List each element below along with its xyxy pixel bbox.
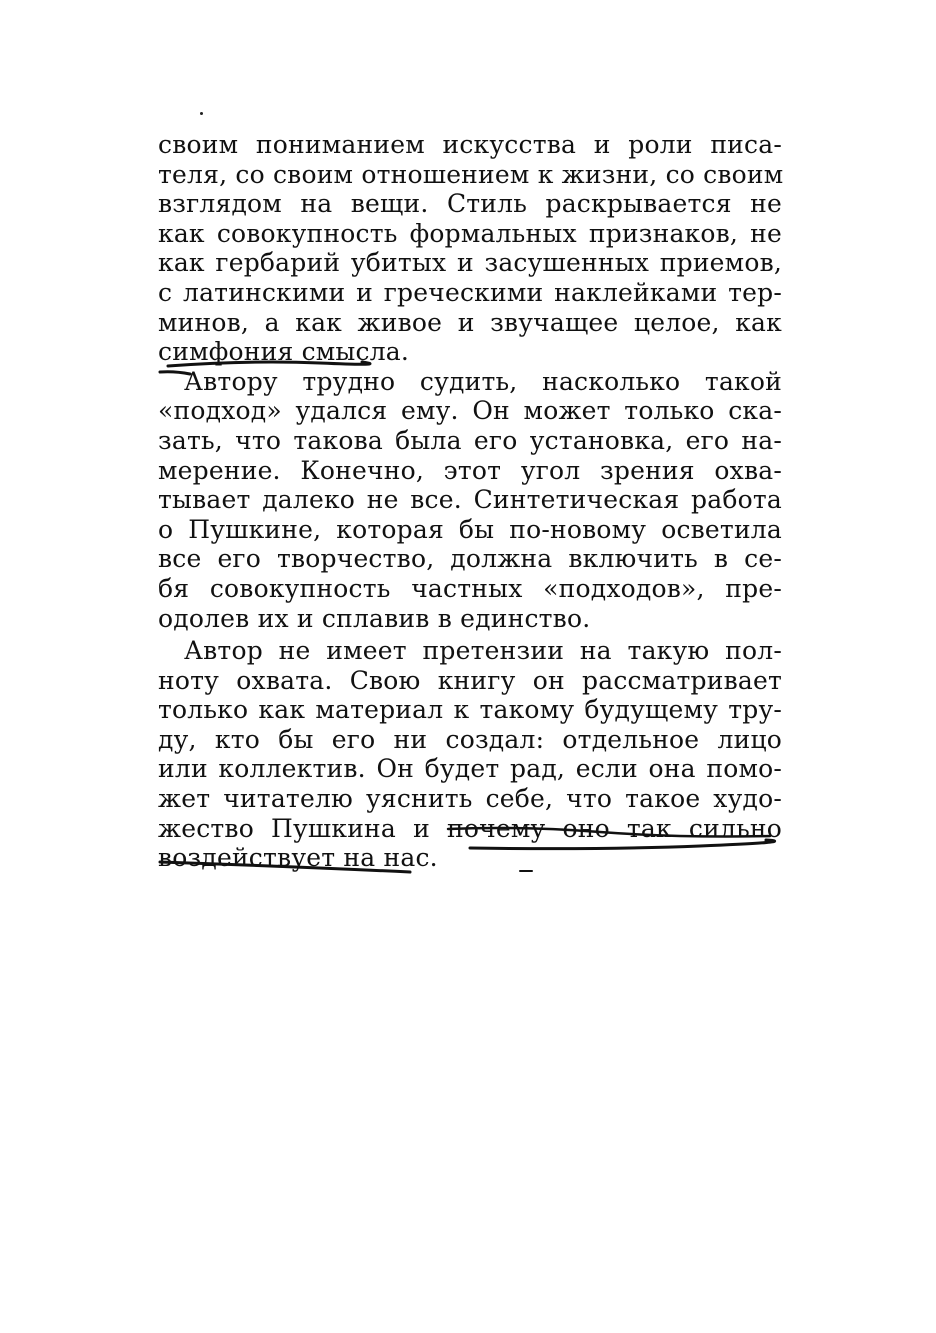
paragraph-3 [158, 636, 782, 873]
text-line: мерение. Конечно, этот угол зрения охва- [158, 455, 782, 485]
text-line: Автор не имеет претензии на такую пол- [184, 636, 782, 666]
ink-speck [200, 112, 203, 115]
text-line: одолев их и сплавив в единство. [158, 603, 591, 633]
text-line: минов, а как живое и звучащее целое, как [158, 307, 782, 337]
text-line: о Пушкине, которая бы по-новому осветила [158, 514, 782, 544]
text-line: как гербарий убитых и засушенных приемов, [158, 248, 782, 278]
text-line: тывает далеко не все. Синтетическая работа [158, 485, 782, 515]
text-line: воздействует на нас. [158, 843, 438, 873]
text-line: «подход» удался ему. Он может только ска- [158, 396, 782, 426]
text-line: все его творчество, должна включить в се- [158, 544, 782, 574]
paragraph-1 [158, 130, 782, 367]
text-line: взглядом на вещи. Стиль раскрывается не [158, 189, 782, 219]
text-line: теля, со своим отношением к жизни, со своим [158, 159, 784, 189]
text-line: симфония смысла. [158, 337, 410, 367]
text-line: ноту охвата. Свою книгу он рассматривает [158, 665, 782, 695]
text-line: только как материал к такому будущему тру- [158, 695, 782, 725]
text-line: зать, что такова была его установка, его на- [158, 425, 782, 455]
text-line: своим пониманием искусства и роли писа- [158, 130, 782, 159]
text-line: жество Пушкина и почему оно так сильно [158, 813, 782, 843]
text-line: как совокупность формальных признаков, не [158, 218, 782, 248]
body-text [158, 130, 782, 873]
text-line: бя совокупность частных «подходов», пре- [158, 573, 782, 603]
text-line: или коллектив. Он будет рад, если она помо- [158, 754, 782, 784]
paragraph-2 [158, 367, 782, 633]
text-line: ду, кто бы его ни создал: отдельное лицо [158, 724, 782, 754]
text-line: жет читателю уяснить себе, что такое худо- [158, 784, 782, 814]
text-line: Автору трудно судить, насколько такой [184, 366, 782, 396]
text-line: с латинскими и греческими наклейками тер- [158, 277, 782, 307]
